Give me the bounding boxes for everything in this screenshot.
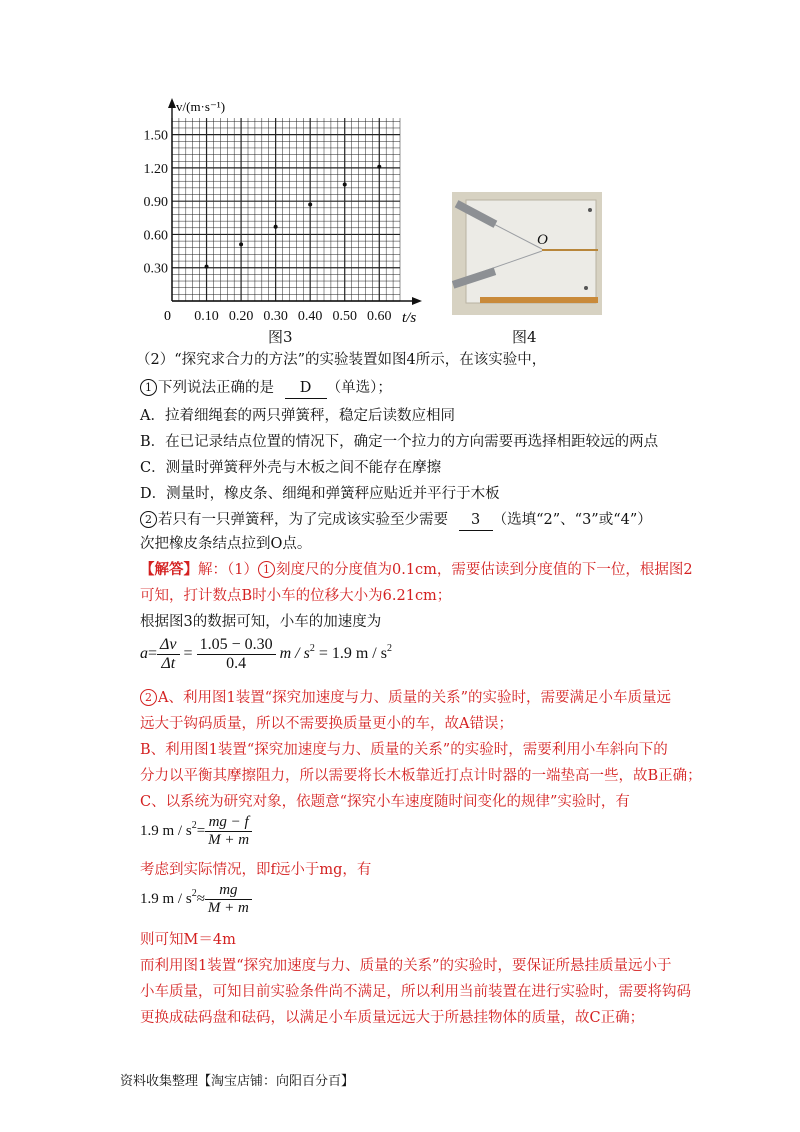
equation-acceleration: a= $\frac{\Delta v}{\Delta t}$ = $\frac{1.05 - 0.30}{0.4}$ $m / s^2 = 1.9$ m / $s^2$: [140, 636, 392, 672]
q2-sub2-text: 若只有一只弹簧秤，为了完成该实验至少需要: [158, 512, 448, 528]
x-tick-label: 0.30: [263, 309, 288, 324]
equation-system: 1.9 $m / s^2=$ $\frac{mg - f}{M + m}$: [140, 814, 252, 849]
answer-line-2: 可知，打计数点B时小车的位移大小为6.21cm；: [140, 588, 452, 604]
answer-l4-text: A、利用图1装置“探究加速度与力、质量的关系”的实验时，需要满足小车质量远: [158, 690, 672, 706]
eq1-unit: m / s: [279, 645, 310, 663]
eq1-fraction-2: [197, 636, 276, 673]
circled-number: 2: [140, 689, 157, 706]
x-axis-arrow: [412, 297, 422, 305]
y-tick-label: 1.50: [143, 128, 168, 144]
eq2-fraction: [205, 814, 252, 849]
answer-line-11: 而利用图1装置“探究加速度与力、质量的关系”的实验时，要保证所悬挂质量远小于: [140, 958, 672, 974]
eq2-lhs: 1.9 m / s: [140, 822, 192, 839]
eq2-den: M + m: [208, 832, 250, 848]
answer-l1-b: 刻度尺的分度值为0.1cm，需要估读到分度值的下一位，根据图2: [275, 562, 693, 578]
data-point: [274, 225, 278, 229]
eq1-equals-2: =: [179, 645, 197, 663]
data-point: [308, 203, 312, 207]
eq1-sup: 2: [309, 643, 315, 655]
eq1-lhs: a: [140, 645, 148, 663]
x-tick-label: 0.40: [297, 309, 323, 324]
x-tick-label: 0.10: [194, 309, 219, 324]
x-tick-label: 0.60: [367, 309, 392, 324]
circled-number: 1: [258, 561, 275, 578]
answer-line-10: 则可知M＝4m: [140, 932, 236, 948]
data-point: [239, 242, 243, 246]
eq3-fraction: [205, 882, 252, 917]
answer-line-6: B、利用图1装置“探究加速度与力、质量的关系”的实验时，需要利用小车斜向下的: [140, 742, 668, 758]
chart-x-axis-label: t/s: [402, 310, 417, 326]
figure4-caption: 图4: [512, 328, 537, 346]
chart-grid: [172, 118, 400, 301]
eq3-den: M + m: [207, 900, 249, 916]
eq1-f2-den: 0.4: [226, 655, 247, 672]
y-tick-label: 0.60: [143, 228, 168, 244]
eq1-result: 1.9 m / s: [331, 645, 387, 663]
answer-line-8: C、以系统为研究对象，依题意“探究小车速度随时间变化的规律”实验时，有: [140, 794, 630, 810]
eq1-fraction-1: [157, 636, 180, 673]
y-tick-label: 0.90: [143, 195, 168, 211]
data-point: [343, 183, 347, 187]
eq2-num: mg − f: [205, 814, 252, 832]
circled-number: 1: [140, 379, 157, 396]
eq2-sup: 2: [191, 819, 197, 831]
x-tick-label: 0.20: [228, 309, 254, 324]
eq3-sup: 2: [191, 887, 197, 899]
q2-sub1-suffix: （单选）；: [326, 380, 392, 396]
answer-line-7: 分力以平衡其摩擦阻力，所以需要将长木板靠近打点计时器的一端垫高一些，故B正确；: [140, 768, 702, 784]
eq1-result-sup: 2: [386, 643, 392, 655]
q2-sub1-text: 下列说法正确的是: [158, 380, 274, 396]
q2-sub2-line2: 次把橡皮条结点拉到O点。: [140, 536, 312, 552]
q2-sub1-answer: D: [285, 378, 327, 399]
answer-line-4: [140, 688, 671, 708]
q2-option-d: D．测量时，橡皮条、细绳和弹簧秤应贴近并平行于木板: [140, 486, 500, 502]
figure4-photo: [452, 192, 602, 315]
y-tick-label: 1.20: [143, 161, 168, 177]
chart-points: [205, 165, 382, 269]
equation-approx: 1.9 $m / s^2\approx$ $\frac{mg}{M + m}$: [140, 882, 252, 917]
chart-origin-label: 0: [164, 309, 171, 324]
answer-l1-a: 解：（1）: [198, 562, 258, 578]
q2-intro: （2）“探究求合力的方法”的实验装置如图4所示，在该实验中，: [136, 352, 547, 368]
q2-option-a: A．拉着细绳套的两只弹簧秤，稳定后读数应相同: [140, 408, 455, 424]
answer-tag: 【解答】: [140, 561, 198, 578]
eq1-equals: =: [148, 645, 158, 663]
velocity-time-chart: [130, 95, 430, 330]
answer-line-9: 考虑到实际情况，即f远小于mg，有: [140, 862, 372, 878]
chart-y-axis-label: v/(m·s⁻¹): [176, 99, 226, 114]
data-point: [205, 265, 209, 269]
answer-line-3: 根据图3的数据可知，小车的加速度为: [140, 614, 382, 630]
x-tick-label: 0.50: [332, 309, 357, 324]
eq1-f1-den: Δt: [161, 655, 176, 672]
eq3-num: mg: [205, 882, 252, 900]
eq1-f2-num: 1.05 − 0.30: [197, 636, 276, 655]
answer-line-12: 小车质量，可知目前实验条件尚不满足，所以利用当前装置在进行实验时，需要将钩码: [140, 984, 691, 1000]
data-point: [377, 165, 381, 169]
figure3-caption: 图3: [268, 328, 293, 346]
circled-number: 2: [140, 511, 157, 528]
q2-sub2-suffix: （选填“2”、“3”或“4”）: [492, 512, 652, 528]
answer-line-5: 远大于钩码质量，所以不需要换质量更小的车，故A错误；: [140, 716, 513, 732]
q2-sub1: [140, 378, 392, 399]
answer-line-13: 更换成砝码盘和砝码，以满足小车质量远远大于所悬挂物体的质量，故C正确；: [140, 1010, 645, 1026]
y-axis-arrow: [168, 98, 176, 108]
answer-line-1: [140, 560, 693, 580]
page-footer: 资料收集整理【淘宝店铺：向阳百分百】: [120, 1074, 355, 1089]
q2-sub2-answer: 3: [459, 510, 493, 531]
eq1-f1-num: Δv: [157, 636, 180, 655]
q2-option-b: B．在已记录结点位置的情况下，确定一个拉力的方向需要再选择相距较远的两点: [140, 434, 659, 450]
q2-sub2: [140, 510, 652, 531]
y-tick-label: 0.30: [143, 261, 168, 277]
figure4-point-o-label: O: [537, 232, 548, 248]
chart-tick-labels: [144, 129, 392, 324]
q2-option-c: C．测量时弹簧秤外壳与木板之间不能存在摩擦: [140, 460, 442, 476]
eq3-lhs: 1.9 m / s: [140, 890, 192, 907]
